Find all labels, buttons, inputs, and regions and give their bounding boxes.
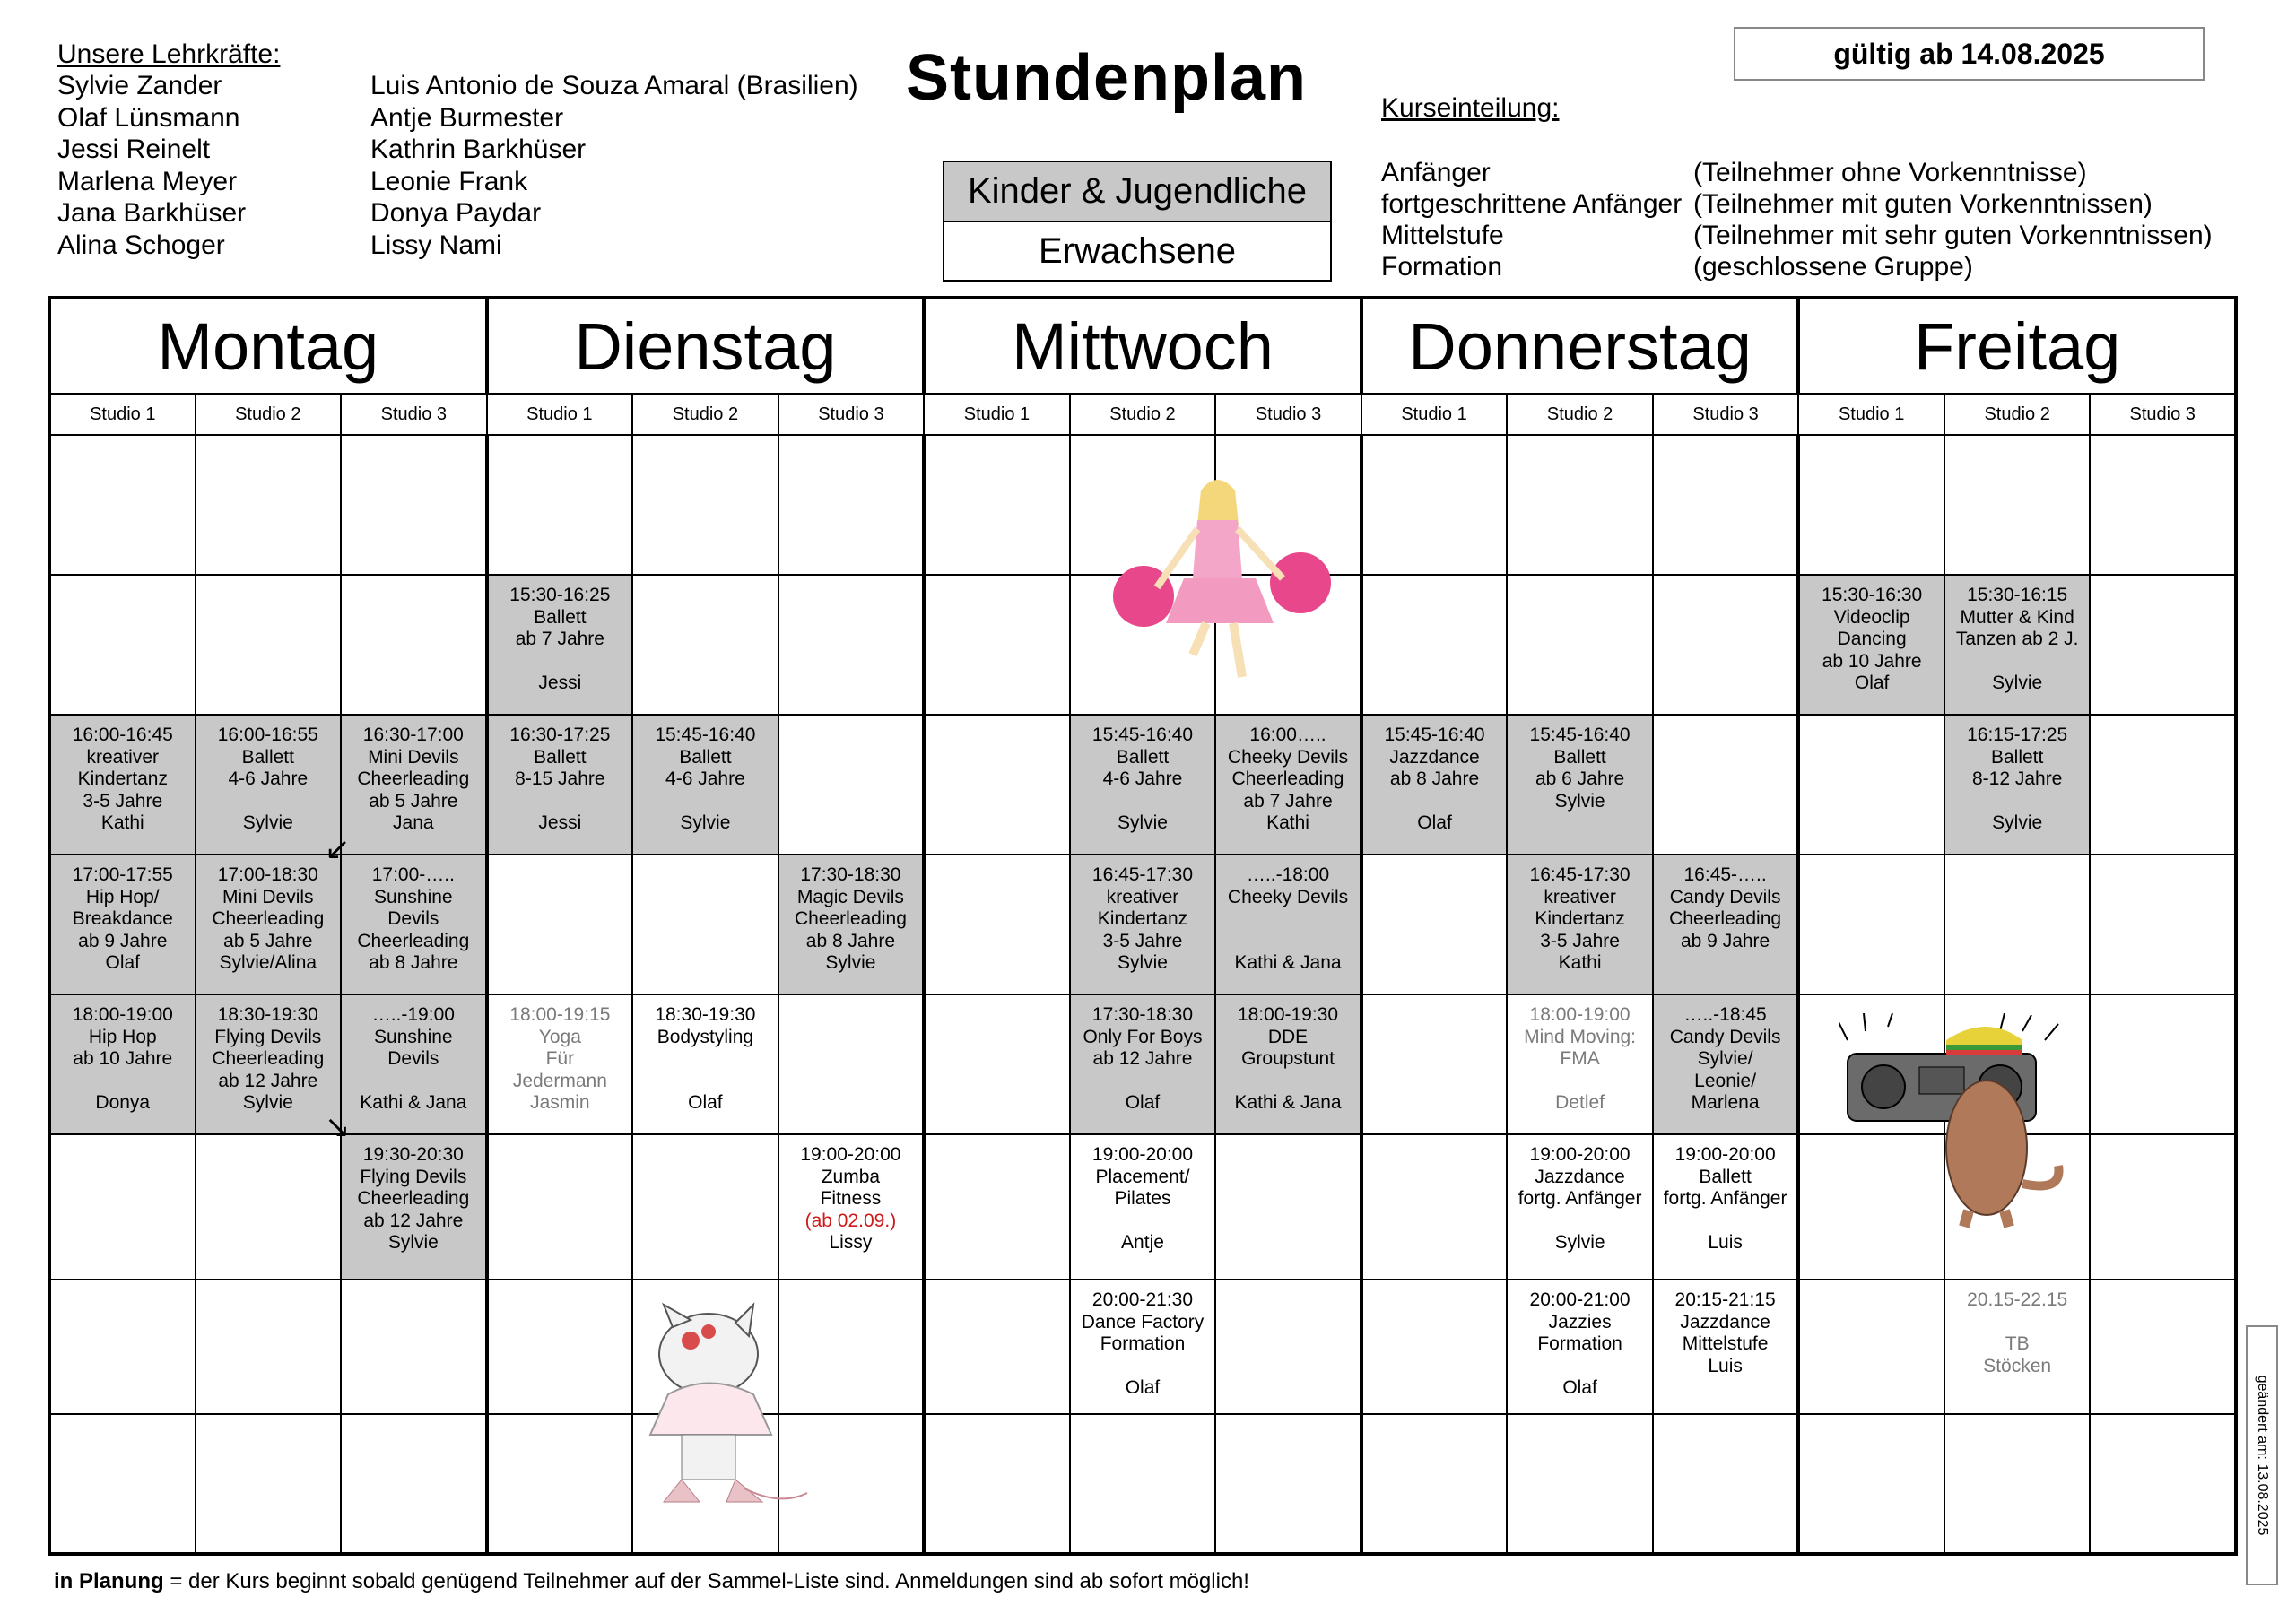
- empty-cell: [1653, 1414, 1799, 1554]
- course-cell: 16:30-17:25 Ballett 8-15 Jahre Jessi: [487, 715, 633, 855]
- course-cell: 20.15-22.15 TB Stöcken: [1944, 1280, 2091, 1414]
- empty-cell: [924, 1414, 1070, 1554]
- course-level-label: fortgeschrittene Anfänger: [1381, 189, 1683, 219]
- course-line: Zumba: [821, 1166, 881, 1187]
- course-level-label: Formation: [1381, 252, 1503, 282]
- empty-cell: [2090, 1414, 2236, 1554]
- empty-cell: [2090, 715, 2236, 855]
- footer-bold: in Planung: [54, 1569, 164, 1593]
- empty-cell: [1798, 715, 1944, 855]
- course-cell: 17:00-18:30 Mini Devils Cheerleading ab 5 Jahre Sylvie/Alina: [196, 855, 342, 994]
- empty-cell: [341, 435, 487, 575]
- teacher-name: Lissy Nami: [370, 230, 502, 260]
- legend-adults: Erwachsene: [1038, 231, 1237, 271]
- studio-header: Studio 1: [487, 394, 633, 435]
- empty-cell: [778, 435, 925, 575]
- empty-cell: [2090, 855, 2236, 994]
- studio-header: Studio 1: [1361, 394, 1508, 435]
- empty-cell: [1653, 435, 1799, 575]
- course-cell: 16:00….. Cheeky Devils Cheerleading ab 7 Jahre Kathi: [1215, 715, 1361, 855]
- teacher-name: Sylvie Zander: [57, 71, 222, 100]
- course-cell: 16:45-17:30 kreativer Kindertanz 3-5 Jahre Sylvie: [1070, 855, 1216, 994]
- empty-cell: [1507, 1414, 1653, 1554]
- empty-cell: [778, 575, 925, 715]
- studio-header: Studio 2: [1944, 394, 2091, 435]
- changed-date: geändert am: 13.08.2025: [2255, 1375, 2270, 1536]
- teacher-name: Antje Burmester: [370, 102, 564, 133]
- empty-cell: [49, 435, 196, 575]
- course-level-desc: (Teilnehmer ohne Vorkenntnisse): [1693, 158, 2087, 187]
- course-cell: 18:30-19:30 Flying Devils Cheerleading ab 12 Jahre Sylvie: [196, 994, 342, 1134]
- studio-header: Studio 1: [49, 394, 196, 435]
- empty-cell: [487, 435, 633, 575]
- course-cell: 15:30-16:15 Mutter & Kind Tanzen ab 2 J. Sylvie: [1944, 575, 2091, 715]
- studio-header: Studio 2: [196, 394, 342, 435]
- cat-boombox-illustration: [1839, 1013, 2090, 1228]
- teacher-name: Alina Schoger: [57, 230, 225, 260]
- empty-cell: [1944, 855, 2091, 994]
- empty-cell: [1361, 994, 1508, 1134]
- empty-cell: [487, 1414, 633, 1554]
- studio-header: Studio 3: [2090, 394, 2236, 435]
- empty-cell: [2090, 1280, 2236, 1414]
- empty-cell: [341, 1280, 487, 1414]
- arrow-icon: ↘: [325, 1110, 351, 1144]
- color-legend: [943, 161, 1332, 282]
- empty-cell: [924, 435, 1070, 575]
- timeslot-row: [49, 855, 2236, 994]
- teacher-name: Jana Barkhüser: [57, 198, 247, 228]
- course-cell: 15:45-16:40 Ballett ab 6 Jahre Sylvie: [1507, 715, 1653, 855]
- empty-cell: [1215, 1414, 1361, 1554]
- empty-cell: [1944, 435, 2091, 575]
- footer-text: = der Kurs beginnt sobald genügend Teilnehmer auf der Sammel-Liste sind. Anmeldungen sind ab sofort möglich!: [163, 1569, 1249, 1593]
- teachers-title: Unsere Lehrkräfte:: [57, 39, 281, 69]
- course-cell: 16:15-17:25 Ballett 8-12 Jahre Sylvie: [1944, 715, 2091, 855]
- teachers-list-2: [370, 70, 858, 261]
- empty-cell: [196, 1414, 342, 1554]
- day-header-row: [49, 298, 2236, 394]
- course-cell: …..-18:00 Cheeky Devils Kathi & Jana: [1215, 855, 1361, 994]
- empty-cell: [1798, 1414, 1944, 1554]
- course-cell: 17:30-18:30 Magic Devils Cheerleading ab 8 Jahre Sylvie: [778, 855, 925, 994]
- empty-cell: [778, 994, 925, 1134]
- empty-cell: [341, 575, 487, 715]
- course-cell: 20:15-21:15 Jazzdance Mittelstufe Luis: [1653, 1280, 1799, 1414]
- empty-cell: [196, 1134, 342, 1280]
- studio-header: Studio 2: [1070, 394, 1216, 435]
- course-cell: 15:45-16:40 Ballett 4-6 Jahre Sylvie: [632, 715, 778, 855]
- empty-cell: [924, 715, 1070, 855]
- empty-cell: [1653, 715, 1799, 855]
- empty-cell: [487, 1280, 633, 1414]
- empty-cell: [632, 1134, 778, 1280]
- empty-cell: [1507, 435, 1653, 575]
- teacher-name: Kathrin Barkhüser: [370, 135, 587, 164]
- course-line: (ab 02.09.): [804, 1210, 897, 1231]
- empty-cell: [196, 575, 342, 715]
- empty-cell: [49, 1134, 196, 1280]
- empty-cell: [1361, 1414, 1508, 1554]
- day-header-dienstag: Dienstag: [487, 298, 925, 394]
- empty-cell: [1944, 1414, 2091, 1554]
- empty-cell: [196, 1280, 342, 1414]
- cheerleader-illustration: [1108, 471, 1341, 686]
- ballerina-cat-illustration: [628, 1300, 816, 1515]
- course-line: Lissy: [829, 1232, 873, 1254]
- studio-header: Studio 2: [632, 394, 778, 435]
- day-header-freitag: Freitag: [1798, 298, 2236, 394]
- day-header-donnerstag: Donnerstag: [1361, 298, 1799, 394]
- empty-cell: [487, 1134, 633, 1280]
- course-cell: 17:30-18:30 Only For Boys ab 12 Jahre Olaf: [1070, 994, 1216, 1134]
- studio-header: Studio 3: [341, 394, 487, 435]
- studio-header: Studio 1: [1798, 394, 1944, 435]
- empty-cell: [1215, 1134, 1361, 1280]
- course-cell: 17:00-….. Sunshine Devils Cheerleading ab 8 Jahre: [341, 855, 487, 994]
- teachers-list-1: [57, 70, 246, 261]
- empty-cell: [2090, 435, 2236, 575]
- empty-cell: [1361, 855, 1508, 994]
- studio-header: Studio 1: [924, 394, 1070, 435]
- valid-from-box: gültig ab 14.08.2025: [1734, 27, 2205, 81]
- empty-cell: [341, 1414, 487, 1554]
- empty-cell: [1653, 575, 1799, 715]
- course-cell: 19:00-20:00 Jazzdance fortg. Anfänger Sylvie: [1507, 1134, 1653, 1280]
- changed-date-box: [2246, 1325, 2278, 1585]
- page-title: Stundenplan: [906, 42, 1307, 114]
- teacher-name: Jessi Reinelt: [57, 135, 211, 164]
- teacher-name: Marlena Meyer: [57, 166, 238, 196]
- course-level-desc: (Teilnehmer mit guten Vorkenntnissen): [1693, 189, 2152, 219]
- course-cell: 19:30-20:30 Flying Devils Cheerleading ab 12 Jahre Sylvie: [341, 1134, 487, 1280]
- course-cell: 15:45-16:40 Jazzdance ab 8 Jahre Olaf: [1361, 715, 1508, 855]
- day-header-mittwoch: Mittwoch: [924, 298, 1361, 394]
- course-cell: 18:00-19:30 DDE Groupstunt Kathi & Jana: [1215, 994, 1361, 1134]
- empty-cell: [196, 435, 342, 575]
- empty-cell: [632, 575, 778, 715]
- empty-cell: [2090, 994, 2236, 1134]
- course-cell: 19:00-20:00 Ballett fortg. Anfänger Luis: [1653, 1134, 1799, 1280]
- course-cell: 18:00-19:00 Mind Moving: FMA Detlef: [1507, 994, 1653, 1134]
- course-cell: 20:00-21:30 Dance Factory Formation Olaf: [1070, 1280, 1216, 1414]
- course-cell: …..-18:45 Candy Devils Sylvie/ Leonie/ Marlena: [1653, 994, 1799, 1134]
- studio-header-row: [49, 394, 2236, 435]
- course-line: 19:00-20:00: [800, 1144, 901, 1165]
- course-line: Fitness: [820, 1188, 882, 1210]
- empty-cell: [49, 1280, 196, 1414]
- footer-note: [54, 1569, 1249, 1594]
- empty-cell: [487, 855, 633, 994]
- course-cell: 15:30-16:30 Videoclip Dancing ab 10 Jahre Olaf: [1798, 575, 1944, 715]
- course-cell: 20:00-21:00 Jazzies Formation Olaf: [1507, 1280, 1653, 1414]
- course-cell: 18:30-19:30 Bodystyling Olaf: [632, 994, 778, 1134]
- legend-kids: Kinder & Jugendliche: [944, 162, 1330, 222]
- empty-cell: [1798, 435, 1944, 575]
- empty-cell: [1361, 1280, 1508, 1414]
- empty-cell: [632, 855, 778, 994]
- timeslot-row: [49, 1414, 2236, 1554]
- empty-cell: [1798, 855, 1944, 994]
- empty-cell: [1215, 1280, 1361, 1414]
- course-level-label: Mittelstufe: [1381, 221, 1504, 250]
- empty-cell: [924, 575, 1070, 715]
- empty-cell: [1361, 575, 1508, 715]
- course-cell: 16:00-16:45 kreativer Kindertanz 3-5 Jahre Kathi: [49, 715, 196, 855]
- empty-cell: [924, 1280, 1070, 1414]
- course-cell: [778, 1134, 925, 1280]
- empty-cell: [1507, 575, 1653, 715]
- empty-cell: [49, 575, 196, 715]
- empty-cell: [1361, 1134, 1508, 1280]
- empty-cell: [49, 1414, 196, 1554]
- timeslot-row: [49, 715, 2236, 855]
- teacher-name: Luis Antonio de Souza Amaral (Brasilien): [370, 71, 858, 100]
- empty-cell: [632, 435, 778, 575]
- course-cell: 18:00-19:15 Yoga Für Jedermann Jasmin: [487, 994, 633, 1134]
- studio-header: Studio 3: [1215, 394, 1361, 435]
- empty-cell: [924, 994, 1070, 1134]
- course-cell: 16:45-17:30 kreativer Kindertanz 3-5 Jahre Kathi: [1507, 855, 1653, 994]
- empty-cell: [1361, 435, 1508, 575]
- course-cell: …..-19:00 Sunshine Devils Kathi & Jana: [341, 994, 487, 1134]
- course-cell: 16:30-17:00 Mini Devils Cheerleading ab 5 Jahre Jana: [341, 715, 487, 855]
- teacher-name: Donya Paydar: [370, 198, 542, 228]
- course-cell: 19:00-20:00 Placement/ Pilates Antje: [1070, 1134, 1216, 1280]
- course-cell: 16:00-16:55 Ballett 4-6 Jahre Sylvie: [196, 715, 342, 855]
- empty-cell: [924, 855, 1070, 994]
- arrow-icon: ↙: [325, 832, 351, 866]
- empty-cell: [2090, 1134, 2236, 1280]
- course-level-desc: (geschlossene Gruppe): [1693, 252, 1973, 282]
- course-level-desc: (Teilnehmer mit sehr guten Vorkenntnissen): [1693, 221, 2213, 250]
- teacher-name: Leonie Frank: [370, 166, 528, 196]
- empty-cell: [2090, 575, 2236, 715]
- day-header-montag: Montag: [49, 298, 487, 394]
- studio-header: Studio 2: [1507, 394, 1653, 435]
- course-level-label: Anfänger: [1381, 158, 1491, 187]
- timeslot-row: [49, 1280, 2236, 1414]
- empty-cell: [924, 1134, 1070, 1280]
- studio-header: Studio 3: [778, 394, 925, 435]
- course-cell: 15:30-16:25 Ballett ab 7 Jahre Jessi: [487, 575, 633, 715]
- studio-header: Studio 3: [1653, 394, 1799, 435]
- course-cell: 16:45-….. Candy Devils Cheerleading ab 9 Jahre: [1653, 855, 1799, 994]
- empty-cell: [1798, 1280, 1944, 1414]
- teacher-name: Olaf Lünsmann: [57, 102, 240, 133]
- course-cell: 18:00-19:00 Hip Hop ab 10 Jahre Donya: [49, 994, 196, 1134]
- courses-title: Kurseinteilung:: [1381, 93, 1560, 123]
- course-cell: 15:45-16:40 Ballett 4-6 Jahre Sylvie: [1070, 715, 1216, 855]
- empty-cell: [1070, 1414, 1216, 1554]
- empty-cell: [778, 715, 925, 855]
- course-cell: 17:00-17:55 Hip Hop/ Breakdance ab 9 Jahre Olaf: [49, 855, 196, 994]
